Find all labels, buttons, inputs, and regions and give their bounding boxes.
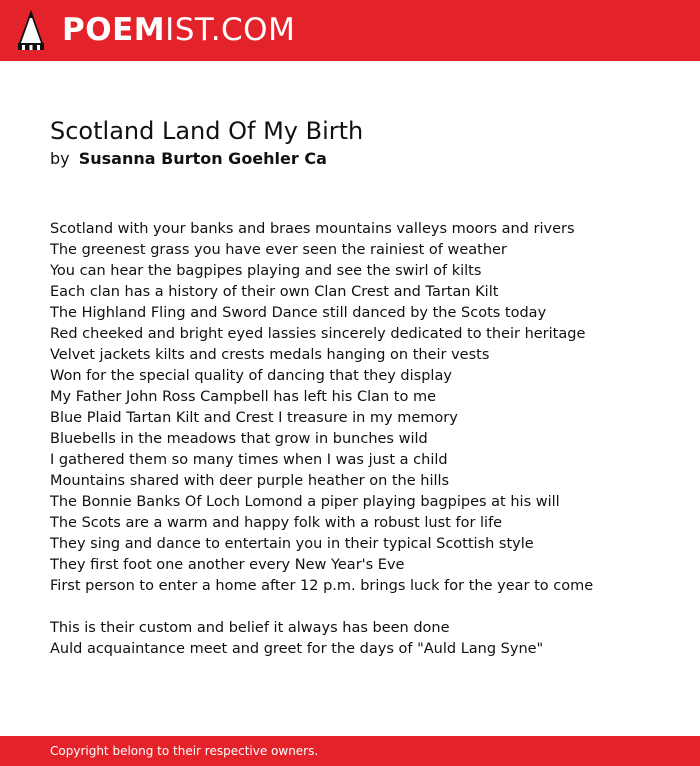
poem-line: Each clan has a history of their own Clan Crest and Tartan Kilt [50,284,499,300]
poem-line: Scotland with your banks and braes mountains valleys moors and rivers [50,221,575,237]
site-footer [0,736,700,766]
copyright-text: Copyright belong to their respective owners. [50,744,319,758]
poem-stanza [50,219,670,597]
poem-line: Velvet jackets kilts and crests medals hanging on their vests [50,347,490,363]
logo-text-bold: POEM [62,12,166,48]
poem-body [50,219,670,681]
poem-line: You can hear the bagpipes playing and see the swirl of kilts [50,263,482,279]
poem-line: Blue Plaid Tartan Kilt and Crest I treasure in my memory [50,410,458,426]
poem-line: The Bonnie Banks Of Loch Lomond a piper playing bagpipes at his will [50,494,560,510]
by-label: by [50,149,70,168]
poem-line: The Highland Fling and Sword Dance still danced by the Scots today [50,305,547,321]
poem-line: They first foot one another every New Year's Eve [50,557,405,573]
poem-line: First person to enter a home after 12 p.m. brings luck for the year to come [50,578,594,594]
site-logo[interactable] [62,11,295,49]
poem-line: I gathered them so many times when I was just a child [50,452,448,468]
pencil-icon[interactable] [17,9,45,51]
poem-title: Scotland Land Of My Birth [50,117,364,145]
author-name: Susanna Burton Goehler Ca [78,149,327,168]
poem-line: Auld acquaintance meet and greet for the days of "Auld Lang Syne" [50,641,544,657]
poem-line: They sing and dance to entertain you in their typical Scottish style [50,536,534,552]
byline [50,148,327,170]
site-header [0,0,700,61]
poem-line: This is their custom and belief it always has been done [50,620,450,636]
poem-line: My Father John Ross Campbell has left his Clan to me [50,389,437,405]
poem-line: Bluebells in the meadows that grow in bunches wild [50,431,428,447]
poem-line: Red cheeked and bright eyed lassies sincerely dedicated to their heritage [50,326,586,342]
poem-line: The Scots are a warm and happy folk with a robust lust for life [50,515,503,531]
poem-stanza [50,618,670,660]
logo-text-light: IST.COM [165,12,296,48]
poem-line: The greenest grass you have ever seen the rainiest of weather [50,242,507,258]
poem-line: Won for the special quality of dancing that they display [50,368,452,384]
poem-line: Mountains shared with deer purple heather on the hills [50,473,450,489]
